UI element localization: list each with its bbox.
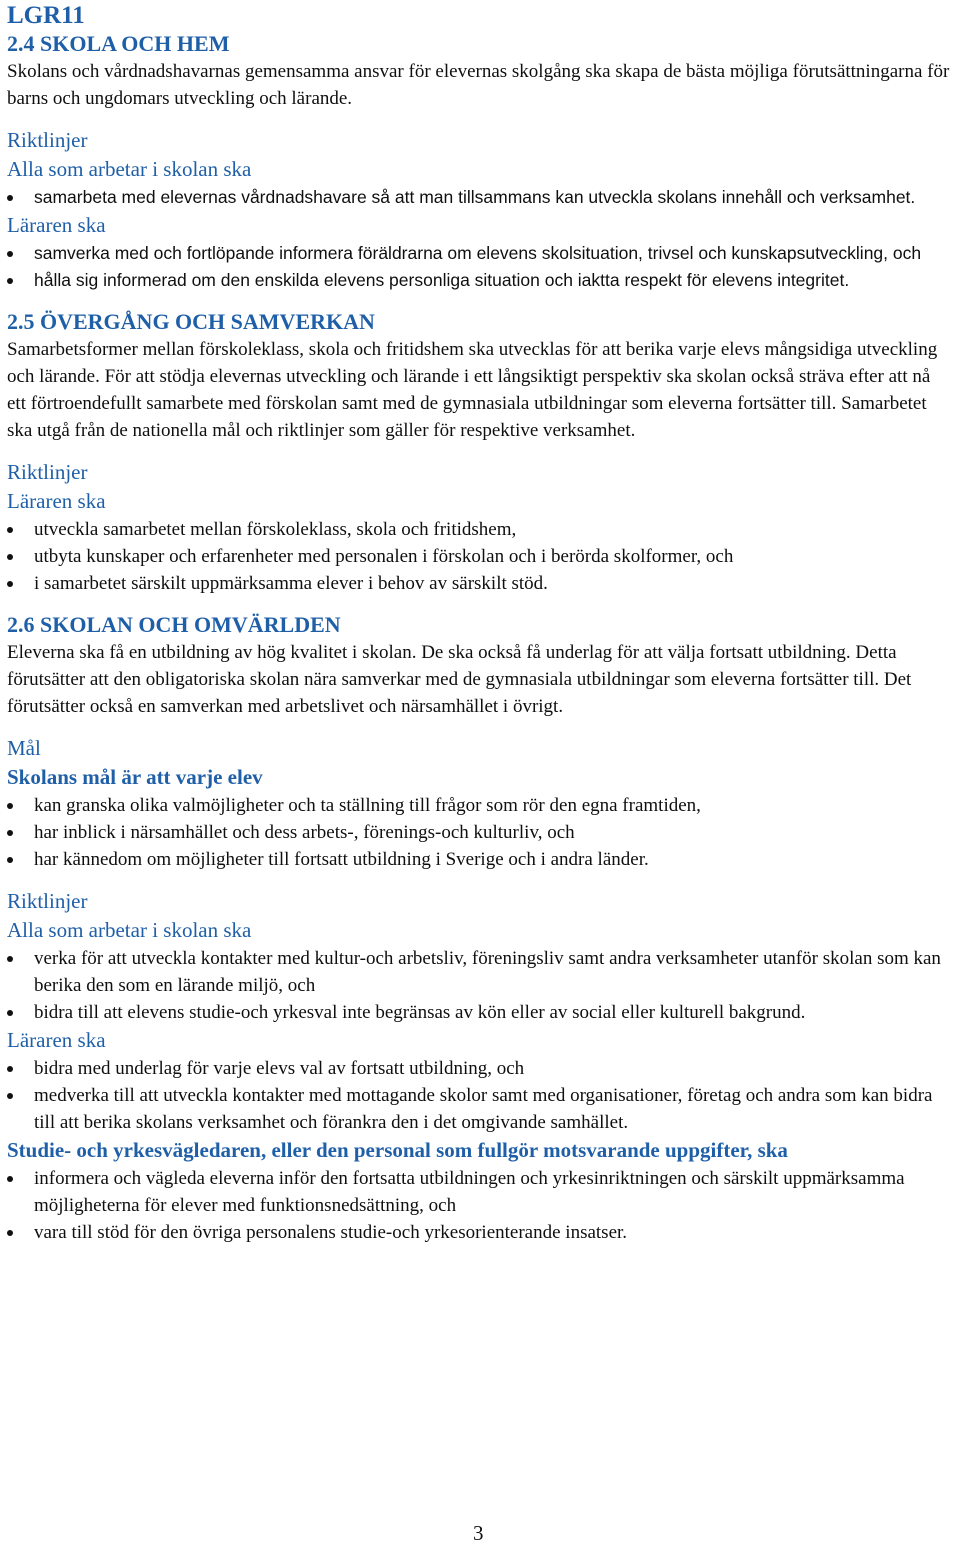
subheading-lararen: Läraren ska [7, 213, 106, 237]
list-item: samverka med och fortlöpande informera föräldrarna om elevens skolsituation, trivsel och kunskapsutveckling, och [7, 240, 952, 267]
subheading-lararen: Läraren ska [7, 489, 106, 513]
section-heading-2-6: 2.6 SKOLAN OCH OMVÄRLDEN [7, 612, 341, 637]
riktlinjer-label: Riktlinjer [7, 460, 88, 484]
bullet-list [7, 792, 952, 873]
subheading-lararen: Läraren ska [7, 1028, 106, 1052]
bullet-list [7, 1165, 952, 1246]
list-item: vara till stöd för den övriga personalens studie-och yrkesorienterande insatser. [7, 1219, 952, 1246]
list-item: medverka till att utveckla kontakter med mottagande skolor samt med organisationer, företag och andra som kan bidra till att berika skolans verksamhet och förankra den i det omgivande samhället. [7, 1082, 952, 1136]
list-item: i samarbetet särskilt uppmärksamma elever i behov av särskilt stöd. [7, 570, 952, 597]
list-item: kan granska olika valmöjligheter och ta ställning till frågor som rör den egna framtiden, [7, 792, 952, 819]
section-intro-2-5: Samarbetsformer mellan förskoleklass, skola och fritidshem ska utvecklas för att berika varje elevs mångsidiga utveckling och lärande. För att stödja elevernas utveckling och lärande i ett långsiktigt perspektiv ska skolan också sträva efter att nå ett förtroendefullt samarbete med förskolan samt med de gymnasiala utbildningar som eleverna fortsätter till. Samarbetet ska utgå från de nationella mål och riktlinjer som gäller för respektive verksamhet. [7, 339, 938, 441]
document-title: LGR11 [7, 2, 85, 29]
section-intro-2-6: Eleverna ska få en utbildning av hög kvalitet i skolan. De ska också få underlag för att välja fortsatt utbildning. Detta förutsätter att den obligatoriska skolan nära samverkar med de gymnasiala utbildningar som eleverna fortsätter till. Det förutsätter också en samverkan med arbetslivet och närsamhället i övrigt. [7, 642, 912, 717]
list-item: verka för att utveckla kontakter med kultur-och arbetsliv, föreningsliv samt andra verksamheter utanför skolan som kan berika den som en lärande miljö, och [7, 945, 952, 999]
section-intro-2-4: Skolans och vårdnadshavarnas gemensamma ansvar för elevernas skolgång ska skapa de bästa möjliga förutsättningarna för barns och ungdomars utveckling och lärande. [7, 61, 950, 109]
subheading-mal: Skolans mål är att varje elev [7, 765, 263, 789]
list-item: har inblick i närsamhället och dess arbets-, förenings-och kulturliv, och [7, 819, 952, 846]
list-item: utbyta kunskaper och erfarenheter med personalen i förskolan och i berörda skolformer, och [7, 543, 952, 570]
bullet-list [7, 516, 952, 597]
section-heading-2-4: 2.4 SKOLA OCH HEM [7, 31, 230, 56]
list-item: samarbeta med elevernas vårdnadshavare så att man tillsammans kan utveckla skolans innehåll och verksamhet. [7, 184, 952, 211]
list-item: har kännedom om möjligheter till fortsatt utbildning i Sverige och i andra länder. [7, 846, 952, 873]
list-item: bidra till att elevens studie-och yrkesval inte begränsas av kön eller av social eller kulturell bakgrund. [7, 999, 952, 1026]
riktlinjer-label: Riktlinjer [7, 889, 88, 913]
list-item: utveckla samarbetet mellan förskoleklass, skola och fritidshem, [7, 516, 952, 543]
bullet-list [7, 945, 952, 1026]
section-heading-2-5: 2.5 ÖVERGÅNG OCH SAMVERKAN [7, 309, 375, 334]
subheading-alla: Alla som arbetar i skolan ska [7, 918, 252, 942]
subheading-syv: Studie- och yrkesvägledaren, eller den personal som fullgör motsvarande uppgifter, ska [7, 1138, 788, 1162]
bullet-list [7, 1055, 952, 1136]
list-item: informera och vägleda eleverna inför den fortsatta utbildningen och yrkesinriktningen och särskilt uppmärksamma möjligheterna för elever med funktionsnedsättning, och [7, 1165, 952, 1219]
page-number: 3 [473, 1521, 484, 1545]
list-item: bidra med underlag för varje elevs val av fortsatt utbildning, och [7, 1055, 952, 1082]
bullet-list [7, 184, 952, 211]
list-item: hålla sig informerad om den enskilda elevens personliga situation och iaktta respekt för elevens integritet. [7, 267, 952, 294]
mal-label: Mål [7, 736, 41, 760]
bullet-list [7, 240, 952, 294]
riktlinjer-label: Riktlinjer [7, 128, 88, 152]
subheading-alla: Alla som arbetar i skolan ska [7, 157, 252, 181]
